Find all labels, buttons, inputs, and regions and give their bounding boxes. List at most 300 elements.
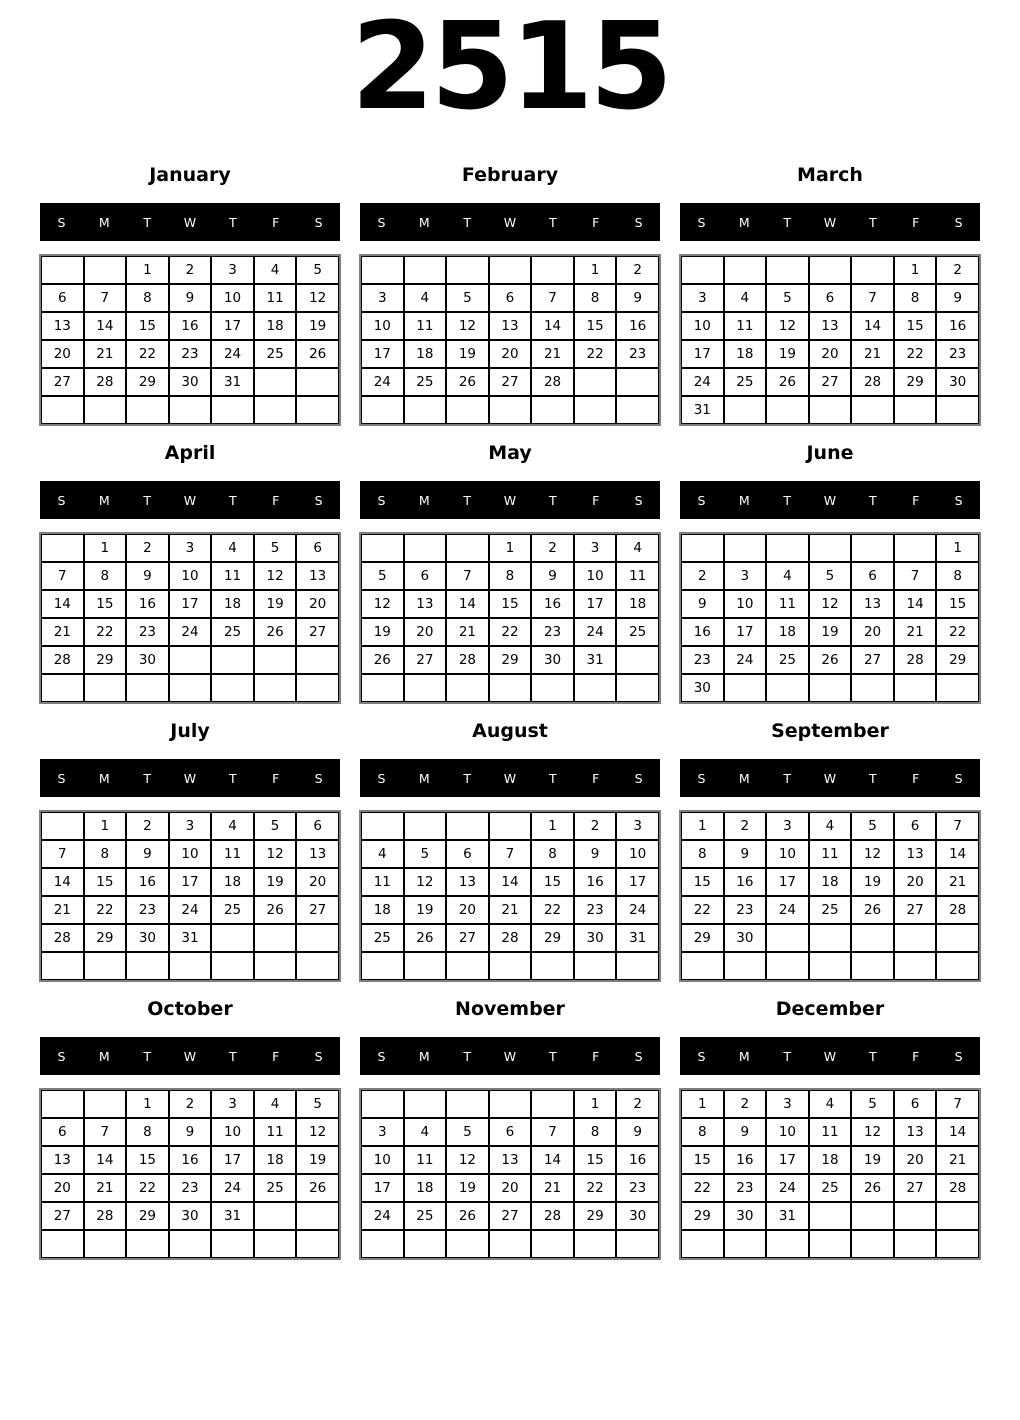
day-cell: 6 xyxy=(296,812,339,840)
empty-day-cell xyxy=(809,924,852,952)
weekday-label: S xyxy=(954,492,963,508)
day-cell: 23 xyxy=(126,896,169,924)
day-cell: 13 xyxy=(809,312,852,340)
day-cell: 27 xyxy=(41,1202,84,1230)
day-cell: 9 xyxy=(126,840,169,868)
day-cell: 31 xyxy=(681,396,724,424)
week-row xyxy=(361,646,659,674)
empty-day-cell xyxy=(531,952,574,980)
day-cell: 10 xyxy=(361,312,404,340)
empty-day-cell xyxy=(404,396,447,424)
day-cell: 31 xyxy=(211,368,254,396)
day-cell: 13 xyxy=(296,840,339,868)
day-cell: 7 xyxy=(84,1118,127,1146)
day-cell: 30 xyxy=(936,368,979,396)
day-cell: 7 xyxy=(936,1090,979,1118)
week-row xyxy=(41,368,339,396)
week-row xyxy=(361,840,659,868)
weekday-label: S xyxy=(634,492,643,508)
month-june xyxy=(680,441,980,703)
day-cell: 23 xyxy=(936,340,979,368)
day-cell: 2 xyxy=(616,1090,659,1118)
day-cell: 16 xyxy=(574,868,617,896)
day-cell: 19 xyxy=(851,1146,894,1174)
empty-day-cell xyxy=(531,674,574,702)
day-cell: 19 xyxy=(446,1174,489,1202)
week-row xyxy=(361,1174,659,1202)
month-title: April xyxy=(164,442,216,464)
weekday-label: F xyxy=(272,492,280,508)
empty-day-cell xyxy=(296,674,339,702)
day-cell: 26 xyxy=(766,368,809,396)
day-cell: 18 xyxy=(404,340,447,368)
empty-day-cell xyxy=(404,534,447,562)
weekday-label: T xyxy=(783,1048,791,1064)
month-may xyxy=(360,441,660,703)
day-cell: 15 xyxy=(894,312,937,340)
day-cell: 11 xyxy=(361,868,404,896)
day-cell: 24 xyxy=(766,896,809,924)
weekday-label: M xyxy=(738,214,750,230)
day-cell: 7 xyxy=(531,284,574,312)
day-cell: 2 xyxy=(126,812,169,840)
day-cell: 25 xyxy=(254,1174,297,1202)
day-cell: 10 xyxy=(681,312,724,340)
day-cell: 18 xyxy=(616,590,659,618)
weekday-header xyxy=(360,759,660,797)
day-cell: 4 xyxy=(766,562,809,590)
day-cell: 7 xyxy=(894,562,937,590)
empty-day-cell xyxy=(404,952,447,980)
week-row xyxy=(681,1230,979,1258)
empty-day-cell xyxy=(211,396,254,424)
day-cell: 22 xyxy=(489,618,532,646)
day-cell: 11 xyxy=(404,312,447,340)
day-cell: 8 xyxy=(936,562,979,590)
empty-day-cell xyxy=(851,924,894,952)
weekday-header xyxy=(680,759,980,797)
empty-day-cell xyxy=(936,396,979,424)
day-cell: 17 xyxy=(169,868,212,896)
empty-day-cell xyxy=(809,952,852,980)
empty-day-cell xyxy=(404,1090,447,1118)
weekday-header xyxy=(40,1037,340,1075)
weekday-label: T xyxy=(143,1048,151,1064)
empty-day-cell xyxy=(851,1230,894,1258)
weekday-label: F xyxy=(592,214,600,230)
week-row xyxy=(361,396,659,424)
weekday-label: M xyxy=(98,492,110,508)
empty-day-cell xyxy=(254,674,297,702)
empty-day-cell xyxy=(84,396,127,424)
day-cell: 11 xyxy=(254,284,297,312)
empty-day-cell xyxy=(616,1230,659,1258)
week-row xyxy=(681,312,979,340)
day-cell: 13 xyxy=(851,590,894,618)
day-cell: 15 xyxy=(681,868,724,896)
day-cell: 2 xyxy=(126,534,169,562)
empty-day-cell xyxy=(766,396,809,424)
day-cell: 29 xyxy=(489,646,532,674)
weekday-label: T xyxy=(229,492,237,508)
empty-day-cell xyxy=(616,674,659,702)
day-grid xyxy=(680,255,980,425)
day-cell: 23 xyxy=(574,896,617,924)
day-cell: 7 xyxy=(489,840,532,868)
day-cell: 15 xyxy=(681,1146,724,1174)
empty-day-cell xyxy=(574,368,617,396)
weekday-label: S xyxy=(377,492,386,508)
day-grid xyxy=(40,533,340,703)
day-grid xyxy=(360,255,660,425)
day-cell: 10 xyxy=(766,1118,809,1146)
day-cell: 15 xyxy=(489,590,532,618)
empty-day-cell xyxy=(446,534,489,562)
day-cell: 9 xyxy=(724,840,767,868)
empty-day-cell xyxy=(851,396,894,424)
month-october xyxy=(40,997,340,1259)
day-cell: 13 xyxy=(296,562,339,590)
day-cell: 1 xyxy=(84,812,127,840)
day-cell: 17 xyxy=(616,868,659,896)
week-row xyxy=(41,1202,339,1230)
day-cell: 28 xyxy=(936,896,979,924)
day-cell: 14 xyxy=(489,868,532,896)
month-title: May xyxy=(488,442,532,464)
week-row xyxy=(41,618,339,646)
day-cell: 8 xyxy=(681,840,724,868)
day-cell: 3 xyxy=(211,1090,254,1118)
day-cell: 10 xyxy=(574,562,617,590)
day-cell: 16 xyxy=(616,1146,659,1174)
day-cell: 24 xyxy=(169,896,212,924)
weekday-label: S xyxy=(314,214,323,230)
month-april xyxy=(40,441,340,703)
day-grid xyxy=(680,533,980,703)
day-cell: 31 xyxy=(616,924,659,952)
day-cell: 9 xyxy=(126,562,169,590)
day-cell: 6 xyxy=(41,284,84,312)
week-row xyxy=(681,618,979,646)
day-cell: 14 xyxy=(84,312,127,340)
day-cell: 16 xyxy=(681,618,724,646)
weekday-label: M xyxy=(418,214,430,230)
day-cell: 21 xyxy=(489,896,532,924)
week-row xyxy=(681,924,979,952)
week-row xyxy=(41,812,339,840)
day-cell: 24 xyxy=(211,1174,254,1202)
day-cell: 22 xyxy=(574,1174,617,1202)
empty-day-cell xyxy=(404,1230,447,1258)
week-row xyxy=(41,562,339,590)
week-row xyxy=(681,868,979,896)
month-title: September xyxy=(771,720,889,742)
day-cell: 26 xyxy=(446,1202,489,1230)
weekday-label: W xyxy=(183,1048,197,1064)
day-cell: 13 xyxy=(41,312,84,340)
weekday-header xyxy=(360,203,660,241)
empty-day-cell xyxy=(724,256,767,284)
weekday-label: M xyxy=(418,770,430,786)
day-cell: 4 xyxy=(254,256,297,284)
weekday-label: F xyxy=(272,1048,280,1064)
day-cell: 3 xyxy=(361,1118,404,1146)
day-cell: 17 xyxy=(681,340,724,368)
empty-day-cell xyxy=(616,952,659,980)
empty-day-cell xyxy=(809,1230,852,1258)
empty-day-cell xyxy=(296,924,339,952)
empty-day-cell xyxy=(254,1230,297,1258)
day-cell: 20 xyxy=(296,868,339,896)
empty-day-cell xyxy=(296,646,339,674)
empty-day-cell xyxy=(851,256,894,284)
week-row xyxy=(681,812,979,840)
empty-day-cell xyxy=(296,952,339,980)
empty-day-cell xyxy=(361,396,404,424)
empty-day-cell xyxy=(361,812,404,840)
weekday-label: W xyxy=(183,770,197,786)
empty-day-cell xyxy=(446,256,489,284)
weekday-label: T xyxy=(463,492,471,508)
day-cell: 3 xyxy=(681,284,724,312)
day-cell: 26 xyxy=(809,646,852,674)
day-cell: 1 xyxy=(574,1090,617,1118)
month-august xyxy=(360,719,660,981)
day-cell: 10 xyxy=(169,562,212,590)
day-cell: 17 xyxy=(169,590,212,618)
weekday-label: T xyxy=(463,770,471,786)
empty-day-cell xyxy=(616,646,659,674)
day-cell: 28 xyxy=(84,1202,127,1230)
weekday-label: T xyxy=(549,770,557,786)
day-cell: 11 xyxy=(809,1118,852,1146)
week-row xyxy=(41,868,339,896)
day-cell: 14 xyxy=(894,590,937,618)
day-cell: 24 xyxy=(724,646,767,674)
day-cell: 12 xyxy=(296,1118,339,1146)
empty-day-cell xyxy=(851,674,894,702)
day-cell: 13 xyxy=(404,590,447,618)
weekday-label: F xyxy=(912,770,920,786)
weekday-label: W xyxy=(183,214,197,230)
weekday-label: T xyxy=(229,1048,237,1064)
week-row xyxy=(681,1090,979,1118)
day-cell: 8 xyxy=(126,1118,169,1146)
day-cell: 26 xyxy=(851,896,894,924)
weekday-label: F xyxy=(592,1048,600,1064)
day-cell: 18 xyxy=(211,590,254,618)
weekday-label: F xyxy=(272,770,280,786)
day-cell: 1 xyxy=(681,812,724,840)
month-february xyxy=(360,163,660,425)
empty-day-cell xyxy=(41,812,84,840)
empty-day-cell xyxy=(894,534,937,562)
empty-day-cell xyxy=(361,674,404,702)
day-grid xyxy=(40,255,340,425)
day-cell: 9 xyxy=(681,590,724,618)
day-cell: 23 xyxy=(616,340,659,368)
day-cell: 8 xyxy=(574,1118,617,1146)
week-row xyxy=(41,340,339,368)
empty-day-cell xyxy=(446,1230,489,1258)
empty-day-cell xyxy=(616,396,659,424)
empty-day-cell xyxy=(531,1230,574,1258)
day-cell: 30 xyxy=(616,1202,659,1230)
day-cell: 21 xyxy=(84,340,127,368)
day-cell: 1 xyxy=(936,534,979,562)
empty-day-cell xyxy=(574,1230,617,1258)
weekday-label: S xyxy=(377,214,386,230)
weekday-label: W xyxy=(183,492,197,508)
week-row xyxy=(361,812,659,840)
empty-day-cell xyxy=(41,1090,84,1118)
day-cell: 24 xyxy=(361,1202,404,1230)
day-cell: 2 xyxy=(724,812,767,840)
week-row xyxy=(361,534,659,562)
day-cell: 12 xyxy=(851,840,894,868)
weekday-label: W xyxy=(823,770,837,786)
day-cell: 16 xyxy=(126,868,169,896)
day-cell: 11 xyxy=(211,562,254,590)
empty-day-cell xyxy=(724,396,767,424)
day-cell: 28 xyxy=(894,646,937,674)
day-cell: 6 xyxy=(404,562,447,590)
day-cell: 23 xyxy=(126,618,169,646)
day-cell: 14 xyxy=(41,868,84,896)
weekday-label: T xyxy=(143,492,151,508)
day-cell: 16 xyxy=(724,868,767,896)
weekday-label: S xyxy=(314,770,323,786)
day-cell: 20 xyxy=(851,618,894,646)
day-cell: 21 xyxy=(41,896,84,924)
empty-day-cell xyxy=(169,646,212,674)
empty-day-cell xyxy=(936,952,979,980)
day-cell: 18 xyxy=(254,1146,297,1174)
day-cell: 30 xyxy=(681,674,724,702)
day-cell: 30 xyxy=(724,1202,767,1230)
day-cell: 3 xyxy=(766,812,809,840)
day-cell: 23 xyxy=(616,1174,659,1202)
day-cell: 20 xyxy=(446,896,489,924)
empty-day-cell xyxy=(84,1090,127,1118)
day-cell: 5 xyxy=(809,562,852,590)
day-cell: 3 xyxy=(361,284,404,312)
day-grid xyxy=(360,533,660,703)
day-cell: 10 xyxy=(724,590,767,618)
day-cell: 17 xyxy=(574,590,617,618)
day-cell: 23 xyxy=(724,896,767,924)
day-cell: 22 xyxy=(574,340,617,368)
day-cell: 20 xyxy=(489,340,532,368)
weekday-label: W xyxy=(503,214,517,230)
day-cell: 14 xyxy=(531,312,574,340)
day-cell: 1 xyxy=(489,534,532,562)
weekday-label: F xyxy=(592,770,600,786)
empty-day-cell xyxy=(404,674,447,702)
day-cell: 14 xyxy=(84,1146,127,1174)
day-cell: 1 xyxy=(574,256,617,284)
day-cell: 21 xyxy=(531,1174,574,1202)
day-cell: 22 xyxy=(84,618,127,646)
day-cell: 15 xyxy=(126,1146,169,1174)
day-cell: 5 xyxy=(404,840,447,868)
empty-day-cell xyxy=(446,952,489,980)
weekday-header xyxy=(680,481,980,519)
weekday-label: S xyxy=(57,492,66,508)
day-cell: 19 xyxy=(254,868,297,896)
day-grid xyxy=(680,1089,980,1259)
day-cell: 9 xyxy=(574,840,617,868)
day-cell: 7 xyxy=(84,284,127,312)
weekday-label: M xyxy=(98,1048,110,1064)
day-cell: 17 xyxy=(361,1174,404,1202)
weekday-label: S xyxy=(634,1048,643,1064)
day-cell: 29 xyxy=(894,368,937,396)
day-cell: 17 xyxy=(211,312,254,340)
empty-day-cell xyxy=(894,1230,937,1258)
day-cell: 6 xyxy=(446,840,489,868)
day-cell: 15 xyxy=(531,868,574,896)
day-cell: 16 xyxy=(936,312,979,340)
empty-day-cell xyxy=(809,534,852,562)
empty-day-cell xyxy=(766,256,809,284)
week-row xyxy=(681,368,979,396)
week-row xyxy=(681,1174,979,1202)
empty-day-cell xyxy=(126,396,169,424)
day-cell: 17 xyxy=(766,1146,809,1174)
week-row xyxy=(361,562,659,590)
weekday-label: M xyxy=(98,214,110,230)
day-cell: 30 xyxy=(126,646,169,674)
day-cell: 31 xyxy=(169,924,212,952)
weekday-label: F xyxy=(912,214,920,230)
week-row xyxy=(681,590,979,618)
day-cell: 28 xyxy=(531,1202,574,1230)
day-cell: 20 xyxy=(41,340,84,368)
weekday-label: S xyxy=(377,1048,386,1064)
empty-day-cell xyxy=(531,396,574,424)
day-cell: 5 xyxy=(446,284,489,312)
day-cell: 8 xyxy=(126,284,169,312)
day-cell: 12 xyxy=(809,590,852,618)
day-cell: 13 xyxy=(446,868,489,896)
day-cell: 4 xyxy=(211,812,254,840)
day-cell: 21 xyxy=(894,618,937,646)
day-grid xyxy=(40,1089,340,1259)
week-row xyxy=(41,1230,339,1258)
empty-day-cell xyxy=(296,368,339,396)
empty-day-cell xyxy=(126,1230,169,1258)
day-cell: 7 xyxy=(936,812,979,840)
month-november xyxy=(360,997,660,1259)
month-september xyxy=(680,719,980,981)
week-row xyxy=(681,952,979,980)
weekday-header xyxy=(680,203,980,241)
day-cell: 17 xyxy=(361,340,404,368)
day-cell: 1 xyxy=(894,256,937,284)
empty-day-cell xyxy=(404,256,447,284)
day-cell: 11 xyxy=(766,590,809,618)
day-cell: 4 xyxy=(809,812,852,840)
day-cell: 7 xyxy=(851,284,894,312)
day-cell: 11 xyxy=(724,312,767,340)
week-row xyxy=(41,284,339,312)
day-cell: 30 xyxy=(126,924,169,952)
day-cell: 1 xyxy=(681,1090,724,1118)
day-cell: 16 xyxy=(531,590,574,618)
week-row xyxy=(41,924,339,952)
day-cell: 6 xyxy=(894,812,937,840)
